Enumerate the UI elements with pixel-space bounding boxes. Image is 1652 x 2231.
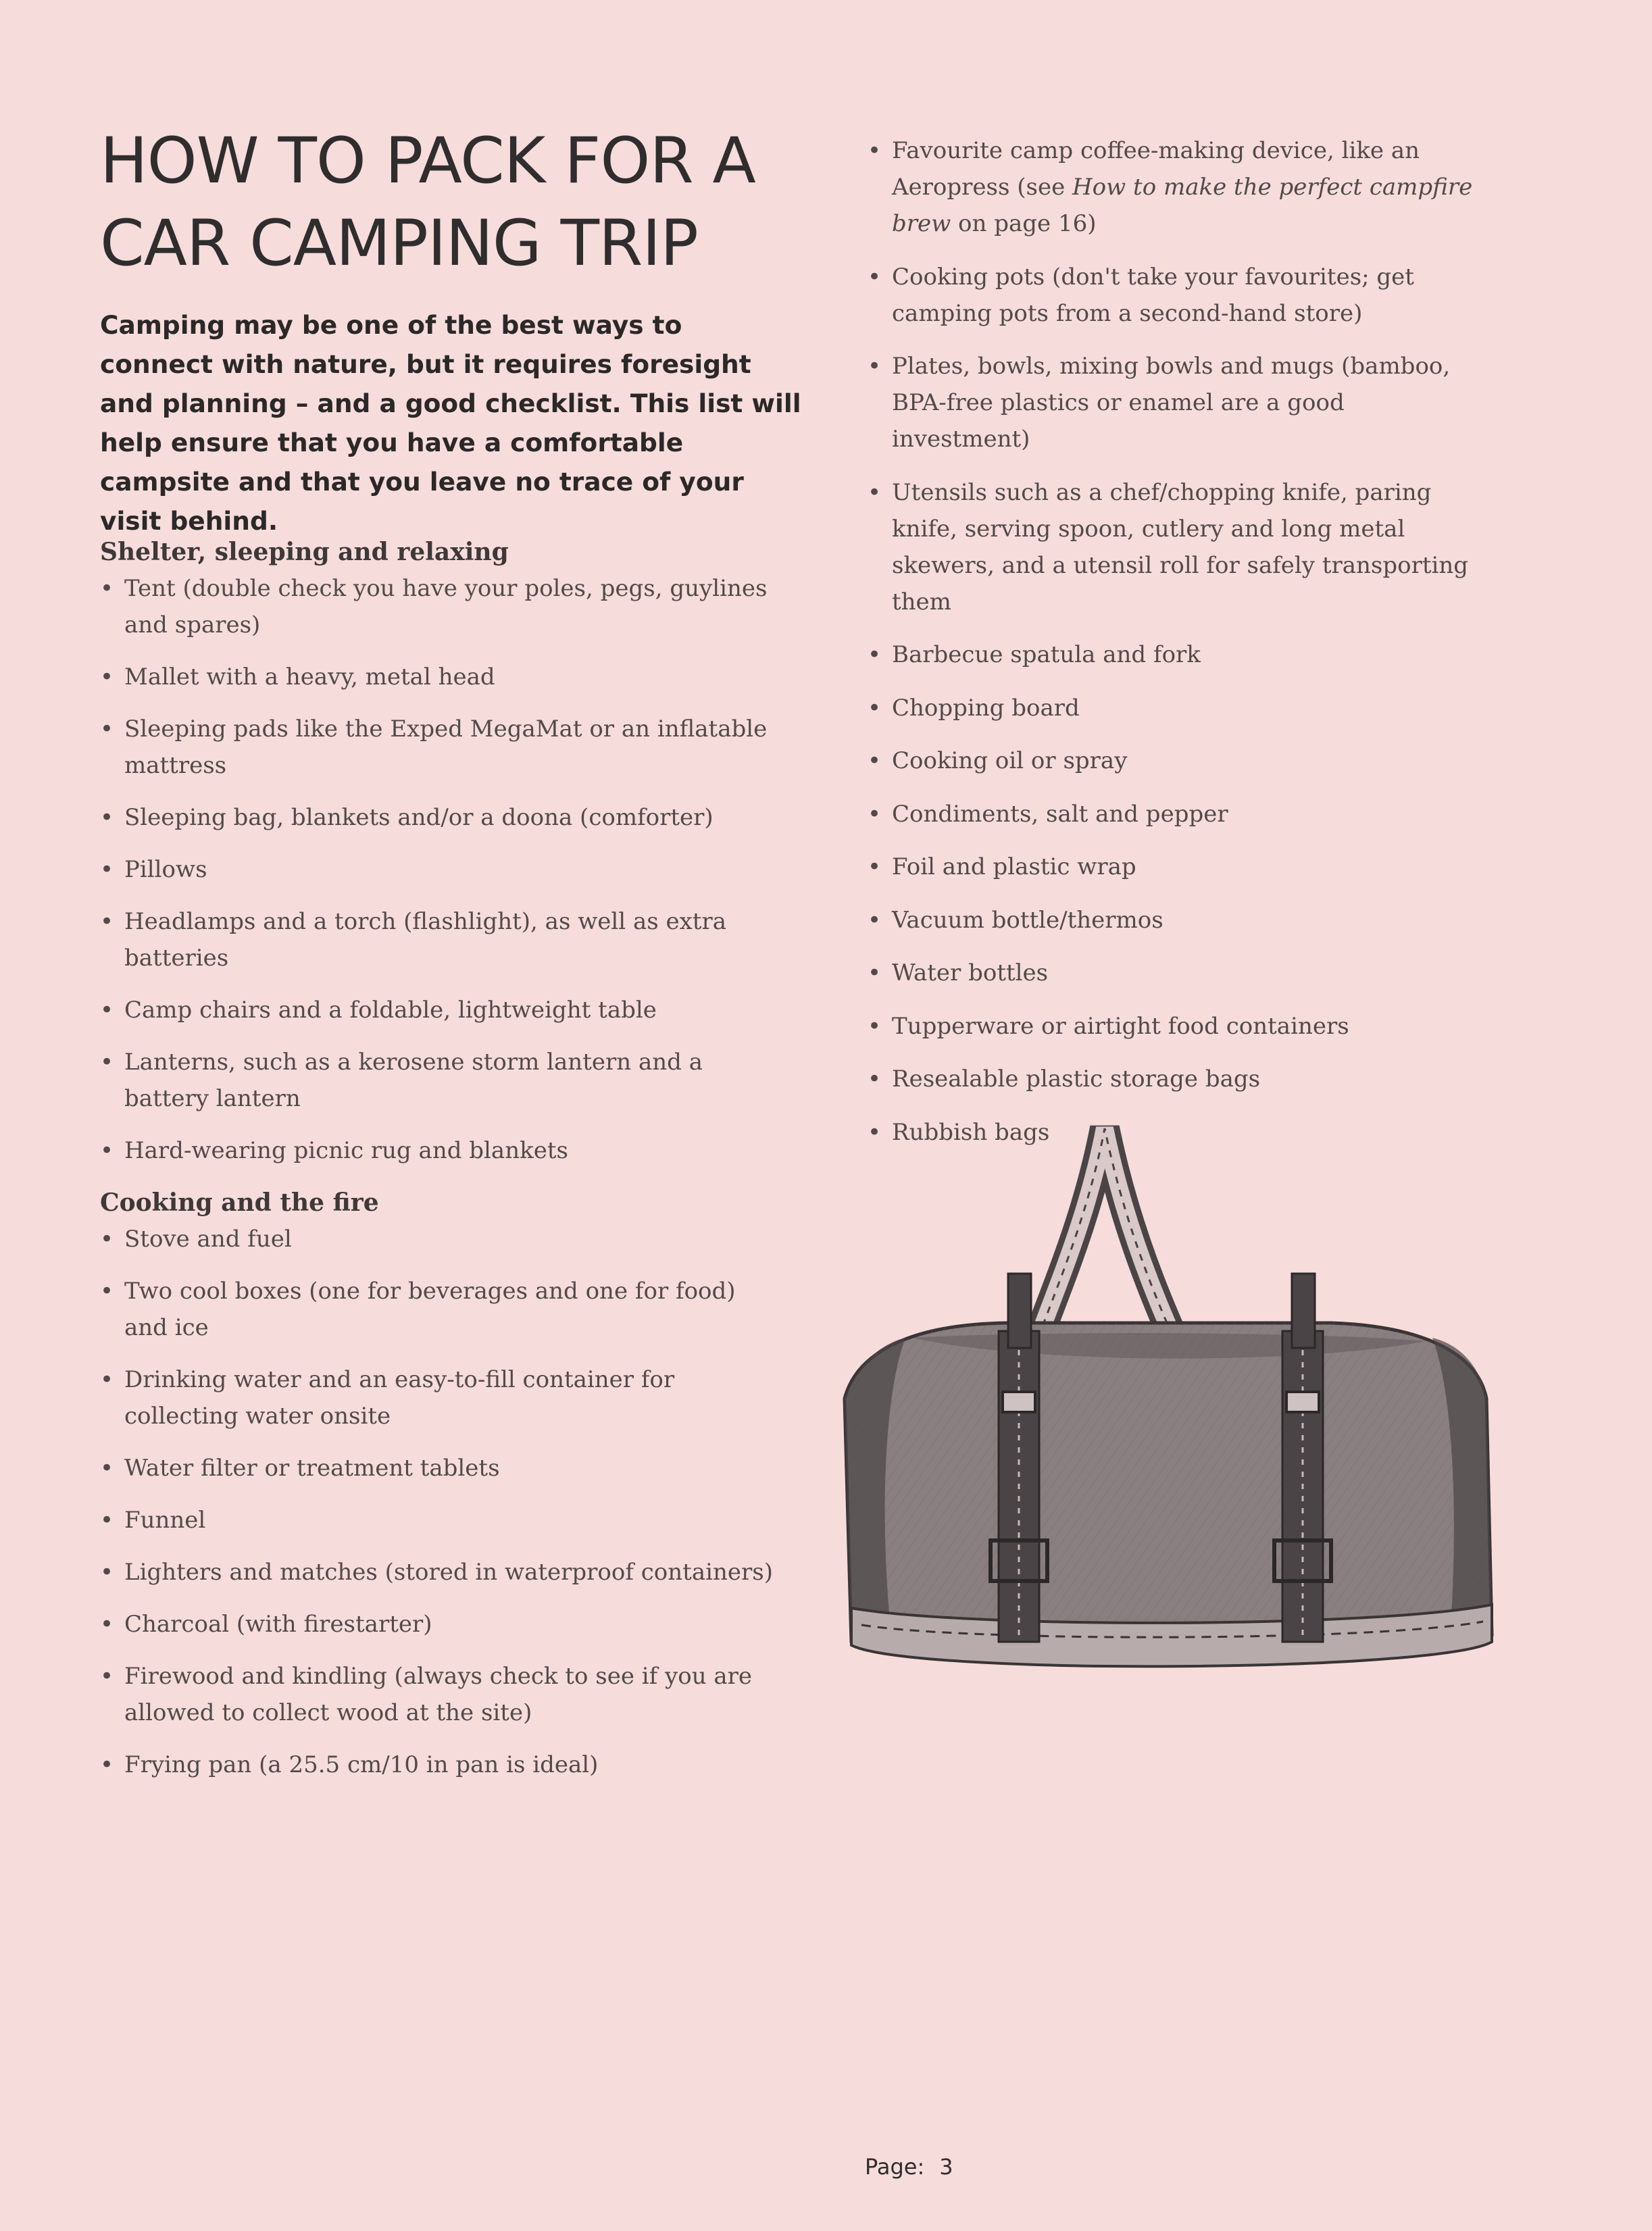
list-item-text: Condiments, salt and pepper — [892, 800, 1228, 828]
list-item — [868, 1061, 1489, 1097]
bullet-icon: • — [100, 1507, 114, 1534]
list-item-text: Mallet with a heavy, metal head — [124, 663, 495, 691]
list-item-text: Two cool boxes (one for beverages and one for food) and ice — [124, 1278, 736, 1341]
list-item — [100, 903, 776, 976]
list-item — [100, 1606, 776, 1643]
list-item-text: Foil and plastic wrap — [892, 853, 1136, 880]
list-item — [868, 690, 1489, 726]
bullet-icon: • — [100, 1137, 114, 1164]
list-item — [100, 711, 776, 784]
list-item — [100, 1221, 776, 1257]
list-item-text: Tent (double check you have your poles, pegs, guylines and spares) — [124, 575, 768, 638]
list-item — [100, 1132, 776, 1169]
bullet-icon: • — [868, 263, 882, 291]
list-item — [100, 570, 776, 643]
page-footer — [865, 2154, 953, 2180]
bullet-icon: • — [868, 853, 882, 880]
bullet-icon: • — [100, 1559, 114, 1586]
page-title-line-2: CAR CAMPING TRIP — [100, 207, 698, 280]
bullet-icon: • — [100, 716, 114, 743]
list-item-text: Hard-wearing picnic rug and blankets — [124, 1137, 568, 1164]
list-item-text: Water filter or treatment tablets — [124, 1455, 500, 1482]
list-item — [868, 1008, 1489, 1045]
list-item-text: Cooking oil or spray — [892, 747, 1128, 774]
list-item — [868, 348, 1489, 457]
list-item — [100, 1450, 776, 1486]
list-item-text: Headlamps and a torch (flashlight), as well as extra batteries — [124, 908, 726, 972]
list-item — [100, 1361, 776, 1434]
list-item — [868, 902, 1489, 938]
cross-reference-title: How to make the perfect campfire brew — [892, 174, 1473, 237]
bullet-icon: • — [868, 137, 882, 164]
bullet-icon: • — [868, 1012, 882, 1040]
list-item — [100, 992, 776, 1028]
list-item-text: Funnel — [124, 1507, 206, 1534]
list-item — [868, 259, 1489, 332]
list-item-text: Camp chairs and a foldable, lightweight table — [124, 997, 657, 1024]
intro-paragraph: Camping may be one of the best ways to connect with nature, but it requires foresight and planning – and a good checklist. This list will help ensure that you have a comfortable campsite and that you leave no trace of your visit behind. — [100, 310, 801, 536]
list-item-text: Charcoal (with firestarter) — [124, 1611, 432, 1638]
bullet-icon: • — [100, 1751, 114, 1778]
list-item — [100, 1747, 776, 1783]
duffel-bag-illustration — [831, 1108, 1500, 1703]
bullet-icon: • — [100, 1366, 114, 1393]
list-item — [868, 474, 1489, 620]
left-column — [100, 534, 776, 1799]
list-item — [100, 851, 776, 888]
list-item-text-after: on page 16) — [951, 210, 1097, 237]
list-item-text-before: Favourite camp coffee-making device, like an Aeropress (see — [892, 137, 1420, 201]
list-item — [100, 1502, 776, 1538]
bullet-icon: • — [100, 663, 114, 691]
list-item-text: Sleeping pads like the Exped MegaMat or an inflatable mattress — [124, 716, 768, 779]
bullet-icon: • — [868, 1118, 882, 1146]
bullet-icon: • — [868, 478, 882, 506]
shelter-list — [100, 570, 776, 1169]
list-item-text: Tupperware or airtight food containers — [892, 1012, 1349, 1040]
list-item — [868, 636, 1489, 673]
bullet-icon: • — [868, 641, 882, 668]
list-item-text: Frying pan (a 25.5 cm/10 in pan is ideal) — [124, 1751, 599, 1778]
list-item — [868, 132, 1489, 242]
bullet-icon: • — [100, 856, 114, 883]
list-item — [100, 799, 776, 836]
list-item-text: Pillows — [124, 856, 207, 883]
page-title-line-1: HOW TO PACK FOR A — [100, 124, 755, 198]
bullet-icon: • — [868, 1066, 882, 1093]
list-item-text: Lanterns, such as a kerosene storm lantern and a battery lantern — [124, 1049, 703, 1112]
bullet-icon: • — [868, 959, 882, 986]
bullet-icon: • — [868, 800, 882, 828]
bullet-icon: • — [100, 1663, 114, 1690]
list-item — [868, 955, 1489, 991]
bullet-icon: • — [100, 997, 114, 1024]
list-item-text — [892, 137, 1472, 237]
bullet-icon: • — [868, 906, 882, 934]
right-column — [868, 132, 1489, 1167]
bullet-icon: • — [868, 353, 882, 380]
list-item-text: Stove and fuel — [124, 1226, 292, 1253]
list-item-text: Chopping board — [892, 694, 1080, 722]
list-item-text: Vacuum bottle/thermos — [892, 906, 1163, 934]
list-item-text: Drinking water and an easy-to-fill container for collecting water onsite — [124, 1366, 675, 1430]
list-item-text: Utensils such as a chef/chopping knife, paring knife, serving spoon, cutlery and long metal skewers, and a utensil roll for safely transporting them — [892, 478, 1469, 616]
bullet-icon: • — [100, 908, 114, 935]
list-item-text: Plates, bowls, mixing bowls and mugs (bamboo, BPA-free plastics or enamel are a good investment) — [892, 353, 1451, 453]
list-item-text: Lighters and matches (stored in waterproof containers) — [124, 1559, 773, 1586]
cooking-list-continued — [868, 132, 1489, 1151]
list-item-text: Sleeping bag, blankets and/or a doona (comforter) — [124, 804, 714, 831]
list-item-text: Firewood and kindling (always check to see if you are allowed to collect wood at the site) — [124, 1663, 753, 1726]
list-item-text: Cooking pots (don't take your favourites; get camping pots from a second-hand store) — [892, 263, 1414, 327]
bullet-icon: • — [100, 575, 114, 602]
list-item-text: Water bottles — [892, 959, 1049, 986]
bullet-icon: • — [100, 1278, 114, 1305]
list-item — [100, 1273, 776, 1346]
bullet-icon: • — [100, 1455, 114, 1482]
bullet-icon: • — [868, 747, 882, 774]
list-item-text: Resealable plastic storage bags — [892, 1066, 1261, 1093]
list-item — [100, 1658, 776, 1731]
page-label: Page: — [865, 2154, 925, 2180]
bullet-icon: • — [100, 1049, 114, 1076]
list-item-text: Barbecue spatula and fork — [892, 641, 1201, 668]
bullet-icon: • — [100, 1611, 114, 1638]
page-title — [100, 120, 816, 285]
list-item — [868, 743, 1489, 779]
page-number: 3 — [939, 2154, 953, 2180]
bullet-icon: • — [100, 1226, 114, 1253]
cooking-list — [100, 1221, 776, 1783]
section-heading-shelter: Shelter, sleeping and relaxing — [100, 538, 509, 566]
list-item — [100, 659, 776, 695]
list-item — [100, 1044, 776, 1117]
section-heading-cooking: Cooking and the fire — [100, 1188, 379, 1217]
list-item — [100, 1554, 776, 1590]
list-item-text: Rubbish bags — [892, 1118, 1050, 1146]
bullet-icon: • — [868, 694, 882, 722]
list-item — [868, 796, 1489, 832]
bullet-icon: • — [100, 804, 114, 831]
list-item — [868, 849, 1489, 885]
